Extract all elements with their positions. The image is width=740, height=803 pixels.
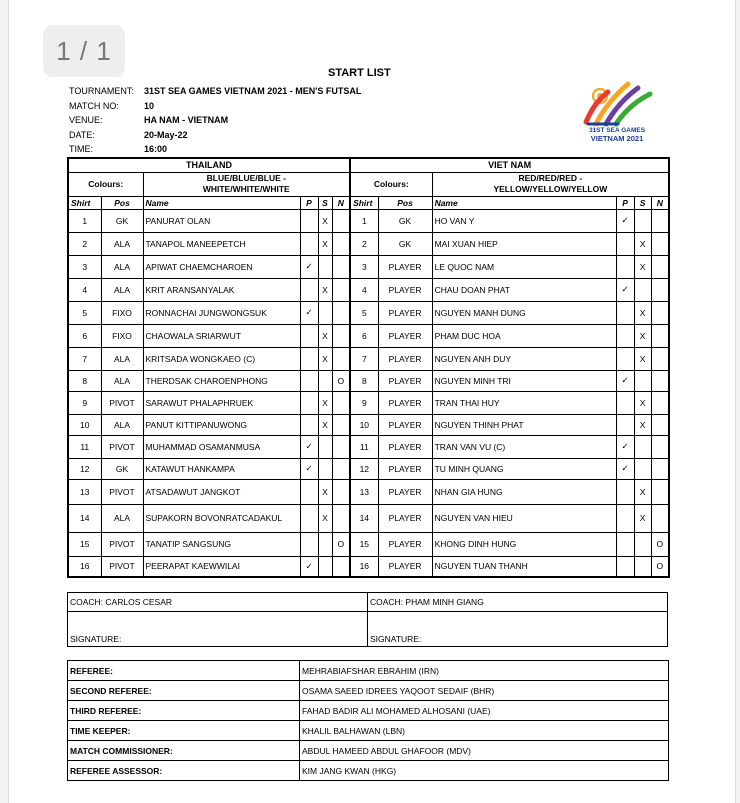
info-label: MATCH NO: <box>69 100 119 111</box>
official-row <box>68 761 669 781</box>
official-role: THIRD REFEREE: <box>68 701 300 721</box>
left-player-name: RONNACHAI JUNGWONGSUK <box>143 301 300 324</box>
signature-right: SIGNATURE: <box>368 612 668 647</box>
left-not-played-mark <box>332 232 350 255</box>
right-shirt-number: 14 <box>350 504 378 532</box>
team-right-colours-line2: YELLOW/YELLOW/YELLOW <box>493 184 608 194</box>
left-shirt-number: 9 <box>68 391 101 414</box>
right-not-played-mark <box>651 370 669 391</box>
table-row <box>68 370 669 391</box>
left-played-mark: ✓ <box>300 255 318 278</box>
left-played-mark <box>300 414 318 435</box>
official-name: MEHRABIAFSHAR EBRAHIM (IRN) <box>300 661 669 681</box>
right-position: GK <box>378 232 432 255</box>
left-substitute-mark <box>318 255 332 278</box>
team-right-colours <box>432 172 669 196</box>
left-position: PIVOT <box>101 391 143 414</box>
right-position: PLAYER <box>378 278 432 301</box>
official-name: FAHAD BADIR ALI MOHAMED ALHOSANI (UAE) <box>300 701 669 721</box>
table-row <box>68 556 669 577</box>
left-substitute-mark <box>318 301 332 324</box>
left-shirt-number: 5 <box>68 301 101 324</box>
right-player-name: CHAU DOAN PHAT <box>432 278 616 301</box>
right-substitute-mark: X <box>634 232 651 255</box>
info-label: DATE: <box>69 129 95 140</box>
left-not-played-mark: O <box>332 370 350 391</box>
left-played-mark <box>300 532 318 556</box>
right-player-name: NGUYEN THINH PHAT <box>432 414 616 435</box>
right-shirt-number: 3 <box>350 255 378 278</box>
left-not-played-mark <box>332 458 350 479</box>
left-player-name: KRITSADA WONGKAEO (C) <box>143 347 300 370</box>
right-played-mark: ✓ <box>616 370 634 391</box>
left-substitute-mark <box>318 532 332 556</box>
left-player-name: PEERAPAT KAEWWILAI <box>143 556 300 577</box>
info-label: TOURNAMENT: <box>69 86 134 96</box>
left-played-mark <box>300 209 318 232</box>
right-position: PLAYER <box>378 255 432 278</box>
left-player-name: MUHAMMAD OSAMANMUSA <box>143 435 300 458</box>
right-played-mark <box>616 232 634 255</box>
team-left-name: THAILAND <box>68 158 350 172</box>
left-position: FIXO <box>101 301 143 324</box>
left-position: ALA <box>101 278 143 301</box>
official-role: REFEREE: <box>68 661 300 681</box>
right-played-mark <box>616 479 634 504</box>
left-position: PIVOT <box>101 556 143 577</box>
info-value: 31ST SEA GAMES VIETNAM 2021 - MEN'S FUTSAL <box>144 86 362 96</box>
left-position: GK <box>101 458 143 479</box>
table-row <box>68 255 669 278</box>
table-row <box>68 324 669 347</box>
right-substitute-mark: X <box>634 255 651 278</box>
info-label: TIME: <box>69 144 93 154</box>
logo-text <box>582 127 652 143</box>
left-player-name: SUPAKORN BOVONRATCADAKUL <box>143 504 300 532</box>
right-played-mark <box>616 347 634 370</box>
right-played-mark <box>616 301 634 324</box>
right-substitute-mark <box>634 435 651 458</box>
left-substitute-mark <box>318 458 332 479</box>
table-row <box>68 458 669 479</box>
right-shirt-number: 4 <box>350 278 378 301</box>
right-not-played-mark: O <box>651 532 669 556</box>
right-player-name: TRAN THAI HUY <box>432 391 616 414</box>
left-substitute-mark: X <box>318 209 332 232</box>
col-header-pos: Pos <box>378 196 432 209</box>
right-shirt-number: 8 <box>350 370 378 391</box>
right-position: PLAYER <box>378 347 432 370</box>
right-position: PLAYER <box>378 504 432 532</box>
coach-right: COACH: PHAM MINH GIANG <box>368 593 668 612</box>
left-shirt-number: 13 <box>68 479 101 504</box>
right-player-name: TRAN VAN VU (C) <box>432 435 616 458</box>
right-shirt-number: 12 <box>350 458 378 479</box>
right-substitute-mark <box>634 458 651 479</box>
col-header-pos: Pos <box>101 196 143 209</box>
right-shirt-number: 6 <box>350 324 378 347</box>
right-substitute-mark <box>634 532 651 556</box>
left-not-played-mark <box>332 347 350 370</box>
col-header-shirt: Shirt <box>68 196 101 209</box>
right-shirt-number: 5 <box>350 301 378 324</box>
left-not-played-mark <box>332 391 350 414</box>
left-played-mark <box>300 324 318 347</box>
right-player-name: NGUYEN VAN HIEU <box>432 504 616 532</box>
left-played-mark <box>300 278 318 301</box>
right-player-name: MAI XUAN HIEP <box>432 232 616 255</box>
col-header-shirt: Shirt <box>350 196 378 209</box>
right-shirt-number: 15 <box>350 532 378 556</box>
right-substitute-mark <box>634 209 651 232</box>
right-player-name: NGUYEN MINH TRI <box>432 370 616 391</box>
left-played-mark <box>300 391 318 414</box>
left-not-played-mark <box>332 278 350 301</box>
col-header-p: P <box>616 196 634 209</box>
left-shirt-number: 2 <box>68 232 101 255</box>
right-substitute-mark <box>634 556 651 577</box>
left-substitute-mark <box>318 370 332 391</box>
right-played-mark <box>616 504 634 532</box>
left-shirt-number: 7 <box>68 347 101 370</box>
table-row <box>68 232 669 255</box>
right-substitute-mark <box>634 278 651 301</box>
right-played-mark <box>616 532 634 556</box>
left-substitute-mark: X <box>318 347 332 370</box>
right-position: PLAYER <box>378 458 432 479</box>
right-shirt-number: 13 <box>350 479 378 504</box>
start-list-table <box>67 157 670 578</box>
page-title: START LIST <box>328 67 391 79</box>
right-not-played-mark <box>651 209 669 232</box>
official-role: MATCH COMMISSIONER: <box>68 741 300 761</box>
table-row <box>68 479 669 504</box>
right-not-played-mark <box>651 324 669 347</box>
left-shirt-number: 11 <box>68 435 101 458</box>
left-position: ALA <box>101 232 143 255</box>
right-shirt-number: 16 <box>350 556 378 577</box>
left-substitute-mark <box>318 556 332 577</box>
page-counter: 1 / 1 <box>43 25 125 77</box>
table-row <box>68 347 669 370</box>
left-not-played-mark <box>332 435 350 458</box>
team-left-colours <box>143 172 350 196</box>
left-played-mark <box>300 232 318 255</box>
left-position: ALA <box>101 255 143 278</box>
left-not-played-mark <box>332 414 350 435</box>
right-player-name: NGUYEN TUAN THANH <box>432 556 616 577</box>
info-label: VENUE: <box>69 115 103 125</box>
official-row <box>68 681 669 701</box>
left-substitute-mark: X <box>318 479 332 504</box>
table-row <box>68 435 669 458</box>
right-substitute-mark <box>634 370 651 391</box>
left-not-played-mark <box>332 504 350 532</box>
table-row <box>68 391 669 414</box>
left-not-played-mark <box>332 301 350 324</box>
right-shirt-number: 7 <box>350 347 378 370</box>
right-not-played-mark <box>651 278 669 301</box>
left-shirt-number: 15 <box>68 532 101 556</box>
right-position: PLAYER <box>378 556 432 577</box>
left-not-played-mark <box>332 556 350 577</box>
table-row <box>68 278 669 301</box>
left-shirt-number: 8 <box>68 370 101 391</box>
right-substitute-mark: X <box>634 391 651 414</box>
right-played-mark: ✓ <box>616 278 634 301</box>
left-not-played-mark <box>332 255 350 278</box>
logo-line-2: VIETNAM 2021 <box>590 134 644 143</box>
official-role: TIME KEEPER: <box>68 721 300 741</box>
right-not-played-mark <box>651 414 669 435</box>
official-name: OSAMA SAEED IDREES YAQOOT SEDAIF (BHR) <box>300 681 669 701</box>
right-substitute-mark: X <box>634 479 651 504</box>
right-position: PLAYER <box>378 479 432 504</box>
right-shirt-number: 10 <box>350 414 378 435</box>
left-played-mark: ✓ <box>300 556 318 577</box>
official-name: ABDUL HAMEED ABDUL GHAFOOR (MDV) <box>300 741 669 761</box>
official-row <box>68 741 669 761</box>
right-position: PLAYER <box>378 324 432 347</box>
right-not-played-mark <box>651 301 669 324</box>
left-shirt-number: 16 <box>68 556 101 577</box>
left-played-mark: ✓ <box>300 301 318 324</box>
right-not-played-mark <box>651 255 669 278</box>
right-position: PLAYER <box>378 532 432 556</box>
right-player-name: NGUYEN MANH DUNG <box>432 301 616 324</box>
left-player-name: KATAWUT HANKAMPA <box>143 458 300 479</box>
left-position: PIVOT <box>101 479 143 504</box>
table-row <box>68 414 669 435</box>
col-header-s: S <box>318 196 332 209</box>
right-substitute-mark: X <box>634 324 651 347</box>
coach-table <box>67 592 668 647</box>
right-played-mark <box>616 324 634 347</box>
team-right-colours-line1: RED/RED/RED - <box>518 173 583 183</box>
left-played-mark <box>300 479 318 504</box>
left-played-mark <box>300 347 318 370</box>
right-not-played-mark <box>651 232 669 255</box>
left-position: PIVOT <box>101 532 143 556</box>
left-substitute-mark: X <box>318 278 332 301</box>
team-right-colours-label: Colours: <box>350 172 432 196</box>
official-row <box>68 721 669 741</box>
logo-line-1: 31ST SEA GAMES <box>588 127 646 134</box>
info-value: 10 <box>144 100 155 111</box>
col-header-s: S <box>634 196 651 209</box>
left-played-mark: ✓ <box>300 435 318 458</box>
official-name: KIM JANG KWAN (HKG) <box>300 761 669 781</box>
right-played-mark <box>616 414 634 435</box>
left-substitute-mark: X <box>318 391 332 414</box>
right-played-mark <box>616 556 634 577</box>
right-shirt-number: 2 <box>350 232 378 255</box>
left-played-mark: ✓ <box>300 458 318 479</box>
info-value: 20-May-22 <box>144 129 188 140</box>
right-not-played-mark <box>651 435 669 458</box>
left-player-name: CHAOWALA SRIARWUT <box>143 324 300 347</box>
left-substitute-mark <box>318 435 332 458</box>
left-position: FIXO <box>101 324 143 347</box>
right-shirt-number: 9 <box>350 391 378 414</box>
official-row <box>68 661 669 681</box>
right-substitute-mark: X <box>634 347 651 370</box>
officials-table <box>67 660 669 781</box>
table-row <box>68 504 669 532</box>
team-left-colours-line1: BLUE/BLUE/BLUE - <box>206 173 286 183</box>
right-substitute-mark: X <box>634 504 651 532</box>
official-row <box>68 701 669 721</box>
info-value: HA NAM - VIETNAM <box>144 115 229 125</box>
left-not-played-mark: O <box>332 532 350 556</box>
left-shirt-number: 12 <box>68 458 101 479</box>
signature-left: SIGNATURE: <box>68 612 368 647</box>
table-row <box>68 301 669 324</box>
right-not-played-mark <box>651 479 669 504</box>
left-player-name: THERDSAK CHAROENPHONG <box>143 370 300 391</box>
right-played-mark <box>616 391 634 414</box>
right-played-mark <box>616 255 634 278</box>
right-position: PLAYER <box>378 391 432 414</box>
left-not-played-mark <box>332 479 350 504</box>
team-left-colours-label: Colours: <box>68 172 143 196</box>
right-played-mark: ✓ <box>616 458 634 479</box>
left-substitute-mark: X <box>318 324 332 347</box>
right-not-played-mark <box>651 347 669 370</box>
col-header-n: N <box>332 196 350 209</box>
left-player-name: ATSADAWUT JANGKOT <box>143 479 300 504</box>
right-not-played-mark: O <box>651 556 669 577</box>
left-player-name: SARAWUT PHALAPHRUEK <box>143 391 300 414</box>
right-player-name: HO VAN Y <box>432 209 616 232</box>
left-position: PIVOT <box>101 435 143 458</box>
col-header-name: Name <box>143 196 300 209</box>
left-shirt-number: 3 <box>68 255 101 278</box>
coach-left: COACH: CARLOS CESAR <box>68 593 368 612</box>
col-header-n: N <box>651 196 669 209</box>
right-substitute-mark: X <box>634 301 651 324</box>
left-shirt-number: 6 <box>68 324 101 347</box>
left-not-played-mark <box>332 209 350 232</box>
left-position: ALA <box>101 347 143 370</box>
left-not-played-mark <box>332 324 350 347</box>
right-position: PLAYER <box>378 414 432 435</box>
right-played-mark: ✓ <box>616 435 634 458</box>
right-shirt-number: 1 <box>350 209 378 232</box>
left-player-name: PANURAT OLAN <box>143 209 300 232</box>
right-played-mark: ✓ <box>616 209 634 232</box>
team-right-name: VIET NAM <box>350 158 669 172</box>
left-position: GK <box>101 209 143 232</box>
left-played-mark <box>300 370 318 391</box>
official-role: REFEREE ASSESSOR: <box>68 761 300 781</box>
col-header-p: P <box>300 196 318 209</box>
official-role: SECOND REFEREE: <box>68 681 300 701</box>
right-player-name: NHAN GIA HUNG <box>432 479 616 504</box>
right-player-name: PHAM DUC HOA <box>432 324 616 347</box>
left-player-name: TANATIP SANGSUNG <box>143 532 300 556</box>
right-player-name: KHONG DINH HUNG <box>432 532 616 556</box>
right-not-played-mark <box>651 504 669 532</box>
right-player-name: LE QUOC NAM <box>432 255 616 278</box>
left-played-mark <box>300 504 318 532</box>
left-substitute-mark: X <box>318 232 332 255</box>
right-not-played-mark <box>651 458 669 479</box>
left-player-name: KRIT ARANSANYALAK <box>143 278 300 301</box>
left-shirt-number: 1 <box>68 209 101 232</box>
col-header-name: Name <box>432 196 616 209</box>
right-not-played-mark <box>651 391 669 414</box>
right-player-name: NGUYEN ANH DUY <box>432 347 616 370</box>
right-position: PLAYER <box>378 370 432 391</box>
right-position: GK <box>378 209 432 232</box>
right-position: PLAYER <box>378 301 432 324</box>
official-name: KHALIL BALHAWAN (LBN) <box>300 721 669 741</box>
left-shirt-number: 14 <box>68 504 101 532</box>
info-value: 16:00 <box>144 144 168 154</box>
table-row <box>68 209 669 232</box>
left-substitute-mark: X <box>318 414 332 435</box>
right-shirt-number: 11 <box>350 435 378 458</box>
left-position: ALA <box>101 370 143 391</box>
right-substitute-mark: X <box>634 414 651 435</box>
left-position: ALA <box>101 504 143 532</box>
team-left-colours-line2: WHITE/WHITE/WHITE <box>202 184 290 194</box>
left-player-name: TANAPOL MANEEPETCH <box>143 232 300 255</box>
left-shirt-number: 10 <box>68 414 101 435</box>
left-player-name: APIWAT CHAEMCHAROEN <box>143 255 300 278</box>
right-player-name: TU MINH QUANG <box>432 458 616 479</box>
left-position: ALA <box>101 414 143 435</box>
left-shirt-number: 4 <box>68 278 101 301</box>
left-substitute-mark: X <box>318 504 332 532</box>
right-position: PLAYER <box>378 435 432 458</box>
left-player-name: PANUT KITTIPANUWONG <box>143 414 300 435</box>
table-row <box>68 532 669 556</box>
